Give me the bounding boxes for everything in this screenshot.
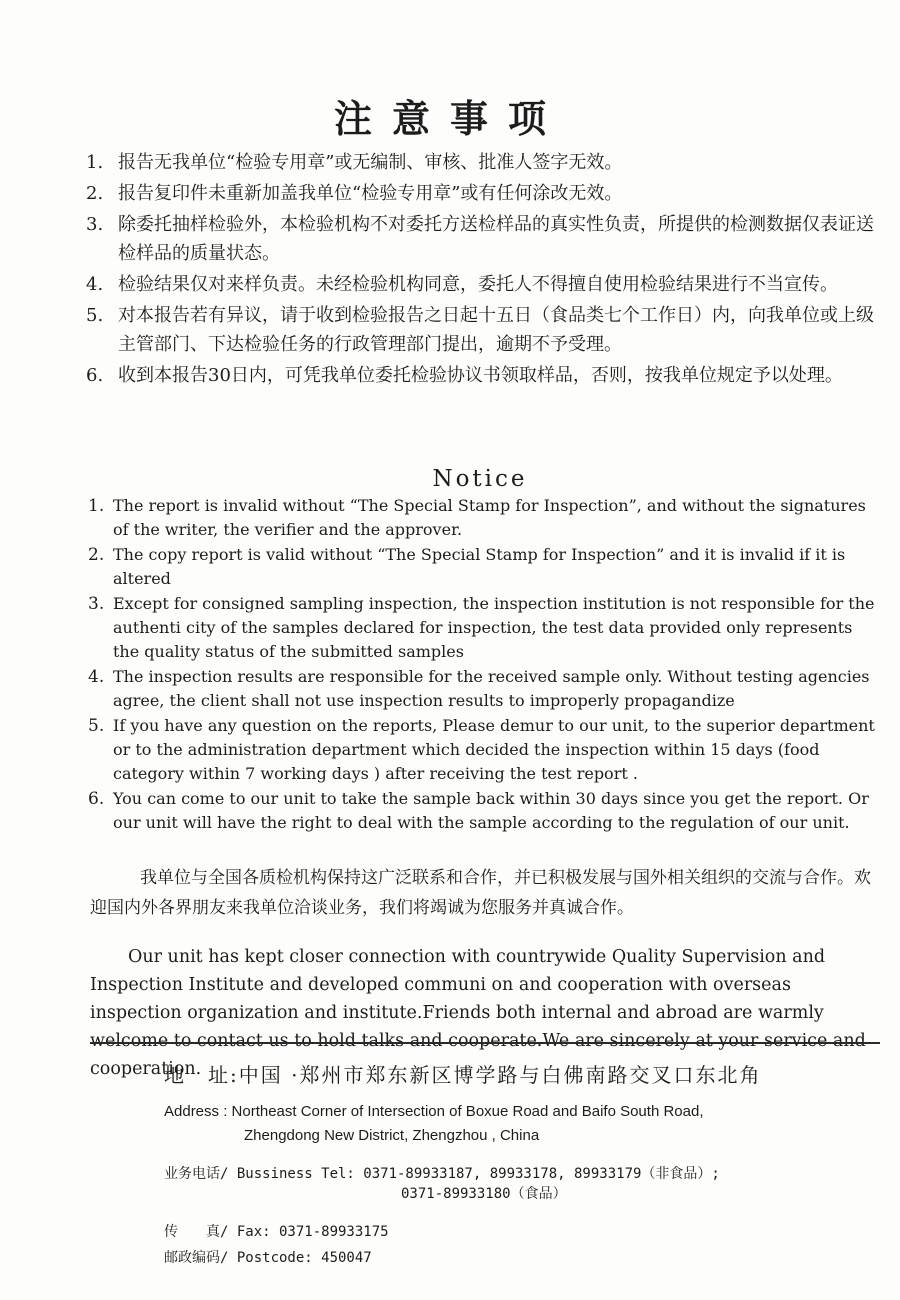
chinese-notice-item [86, 270, 876, 299]
item-text: 对本报告若有异议，请于收到检验报告之日起十五日（食品类七个工作日）内，向我单位或上级主管部门、下达检验任务的行政管理部门提出，逾期不予受理。 [118, 305, 874, 355]
item-number: 5. [88, 716, 105, 736]
item-text: 除委托抽样检验外，本检验机构不对委托方送检样品的真实性负责，所提供的检测数据仅表证送检样品的质量状态。 [118, 214, 874, 264]
item-text: 收到本报告30日内，可凭我单位委托检验协议书领取样品，否则，按我单位规定予以处理。 [118, 365, 843, 386]
contact-info [164, 1060, 864, 1268]
english-notice-list [88, 494, 878, 836]
item-text: 检验结果仅对来样负责。未经检验机构同意，委托人不得擅自使用检验结果进行不当宣传。 [118, 274, 838, 295]
item-number: 1. [86, 152, 104, 173]
english-notice-item [88, 714, 878, 786]
divider-line [90, 1042, 880, 1044]
phone-line2: 0371-89933180（食品） [401, 1186, 567, 1202]
chinese-notice-item [86, 301, 876, 359]
item-text: 报告无我单位“检验专用章”或无编制、审核、批准人签字无效。 [118, 152, 623, 173]
chinese-notice-item [86, 210, 876, 268]
item-text: The report is invalid without “The Special Stamp for Inspection”, and without the signatures of the writer, the verifier and the approver. [113, 496, 866, 539]
english-notice-item [88, 543, 878, 591]
item-text: Except for consigned sampling inspection, the inspection institution is not responsible for the authenti city of the samples declared for inspection, the test data provided only represents the quality status of the submitted samples [113, 594, 875, 661]
address-english-line1: Address : Northeast Corner of Intersection of Boxue Road and Baifo South Road, [164, 1103, 704, 1120]
item-number: 1. [88, 496, 105, 516]
english-notice-item [88, 665, 878, 713]
english-title: Notice [432, 466, 528, 492]
item-number: 6. [86, 365, 104, 386]
english-notice-item [88, 787, 878, 835]
item-text: You can come to our unit to take the sample back within 30 days since you get the report. Or our unit will have the right to deal with the sample according to the regulation of our unit. [113, 789, 869, 832]
item-number: 3. [88, 594, 105, 614]
item-text: The copy report is valid without “The Special Stamp for Inspection” and it is invalid if it is altered [113, 545, 846, 588]
phone-line1: 业务电话/ Bussiness Tel: 0371-89933187, 89933178, 89933179（非食品）; [164, 1166, 720, 1182]
address-chinese: 地 址:中国 ·郑州市郑东新区博学路与白佛南路交叉口东北角 [164, 1063, 762, 1087]
item-text: The inspection results are responsible for the received sample only. Without testing agencies agree, the client shall not use inspection results to improperly propagandize [113, 667, 870, 710]
chinese-notice-item [86, 148, 876, 177]
chinese-title: 注意事项 [333, 96, 566, 141]
address-english [164, 1100, 864, 1148]
english-notice-item [88, 494, 878, 542]
chinese-notice-item [86, 361, 876, 390]
item-number: 4. [86, 274, 104, 295]
address-english-line2: Zhengdong New District, Zhengzhou , China [244, 1127, 540, 1144]
item-text: If you have any question on the reports, Please demur to our unit, to the superior department or to the administration department which decided the inspection within 15 days (food category within 7 working days ) after receiving the test report . [113, 716, 875, 783]
item-number: 4. [88, 667, 105, 687]
item-number: 3. [86, 214, 104, 235]
item-number: 5. [86, 305, 104, 326]
chinese-notice-item [86, 179, 876, 208]
item-number: 2. [88, 545, 105, 565]
chinese-cooperation-paragraph: 我单位与全国各质检机构保持这广泛联系和合作，并已积极发展与国外相关组织的交流与合作。欢迎国内外各界朋友来我单位洽谈业务，我们将竭诚为您服务并真诚合作。 [90, 868, 871, 918]
chinese-notice-list [86, 148, 876, 392]
item-number: 2. [86, 183, 104, 204]
postcode: 邮政编码/ Postcode: 450047 [164, 1250, 372, 1266]
english-notice-item [88, 592, 878, 664]
fax-number: 传 真/ Fax: 0371-89933175 [164, 1224, 389, 1240]
item-text: 报告复印件未重新加盖我单位“检验专用章”或有任何涂改无效。 [118, 183, 623, 204]
business-phone [164, 1164, 864, 1204]
english-cooperation-paragraph: Our unit has kept closer connection with countrywide Quality Supervision and Inspection Institute and developed communi on and cooperation with overseas inspection organization and institute.Friends both internal and abroad are warmly welcome to contact us to hold talks and cooperate.We are sincerely at your service and cooperation. [90, 946, 866, 1079]
item-number: 6. [88, 789, 105, 809]
